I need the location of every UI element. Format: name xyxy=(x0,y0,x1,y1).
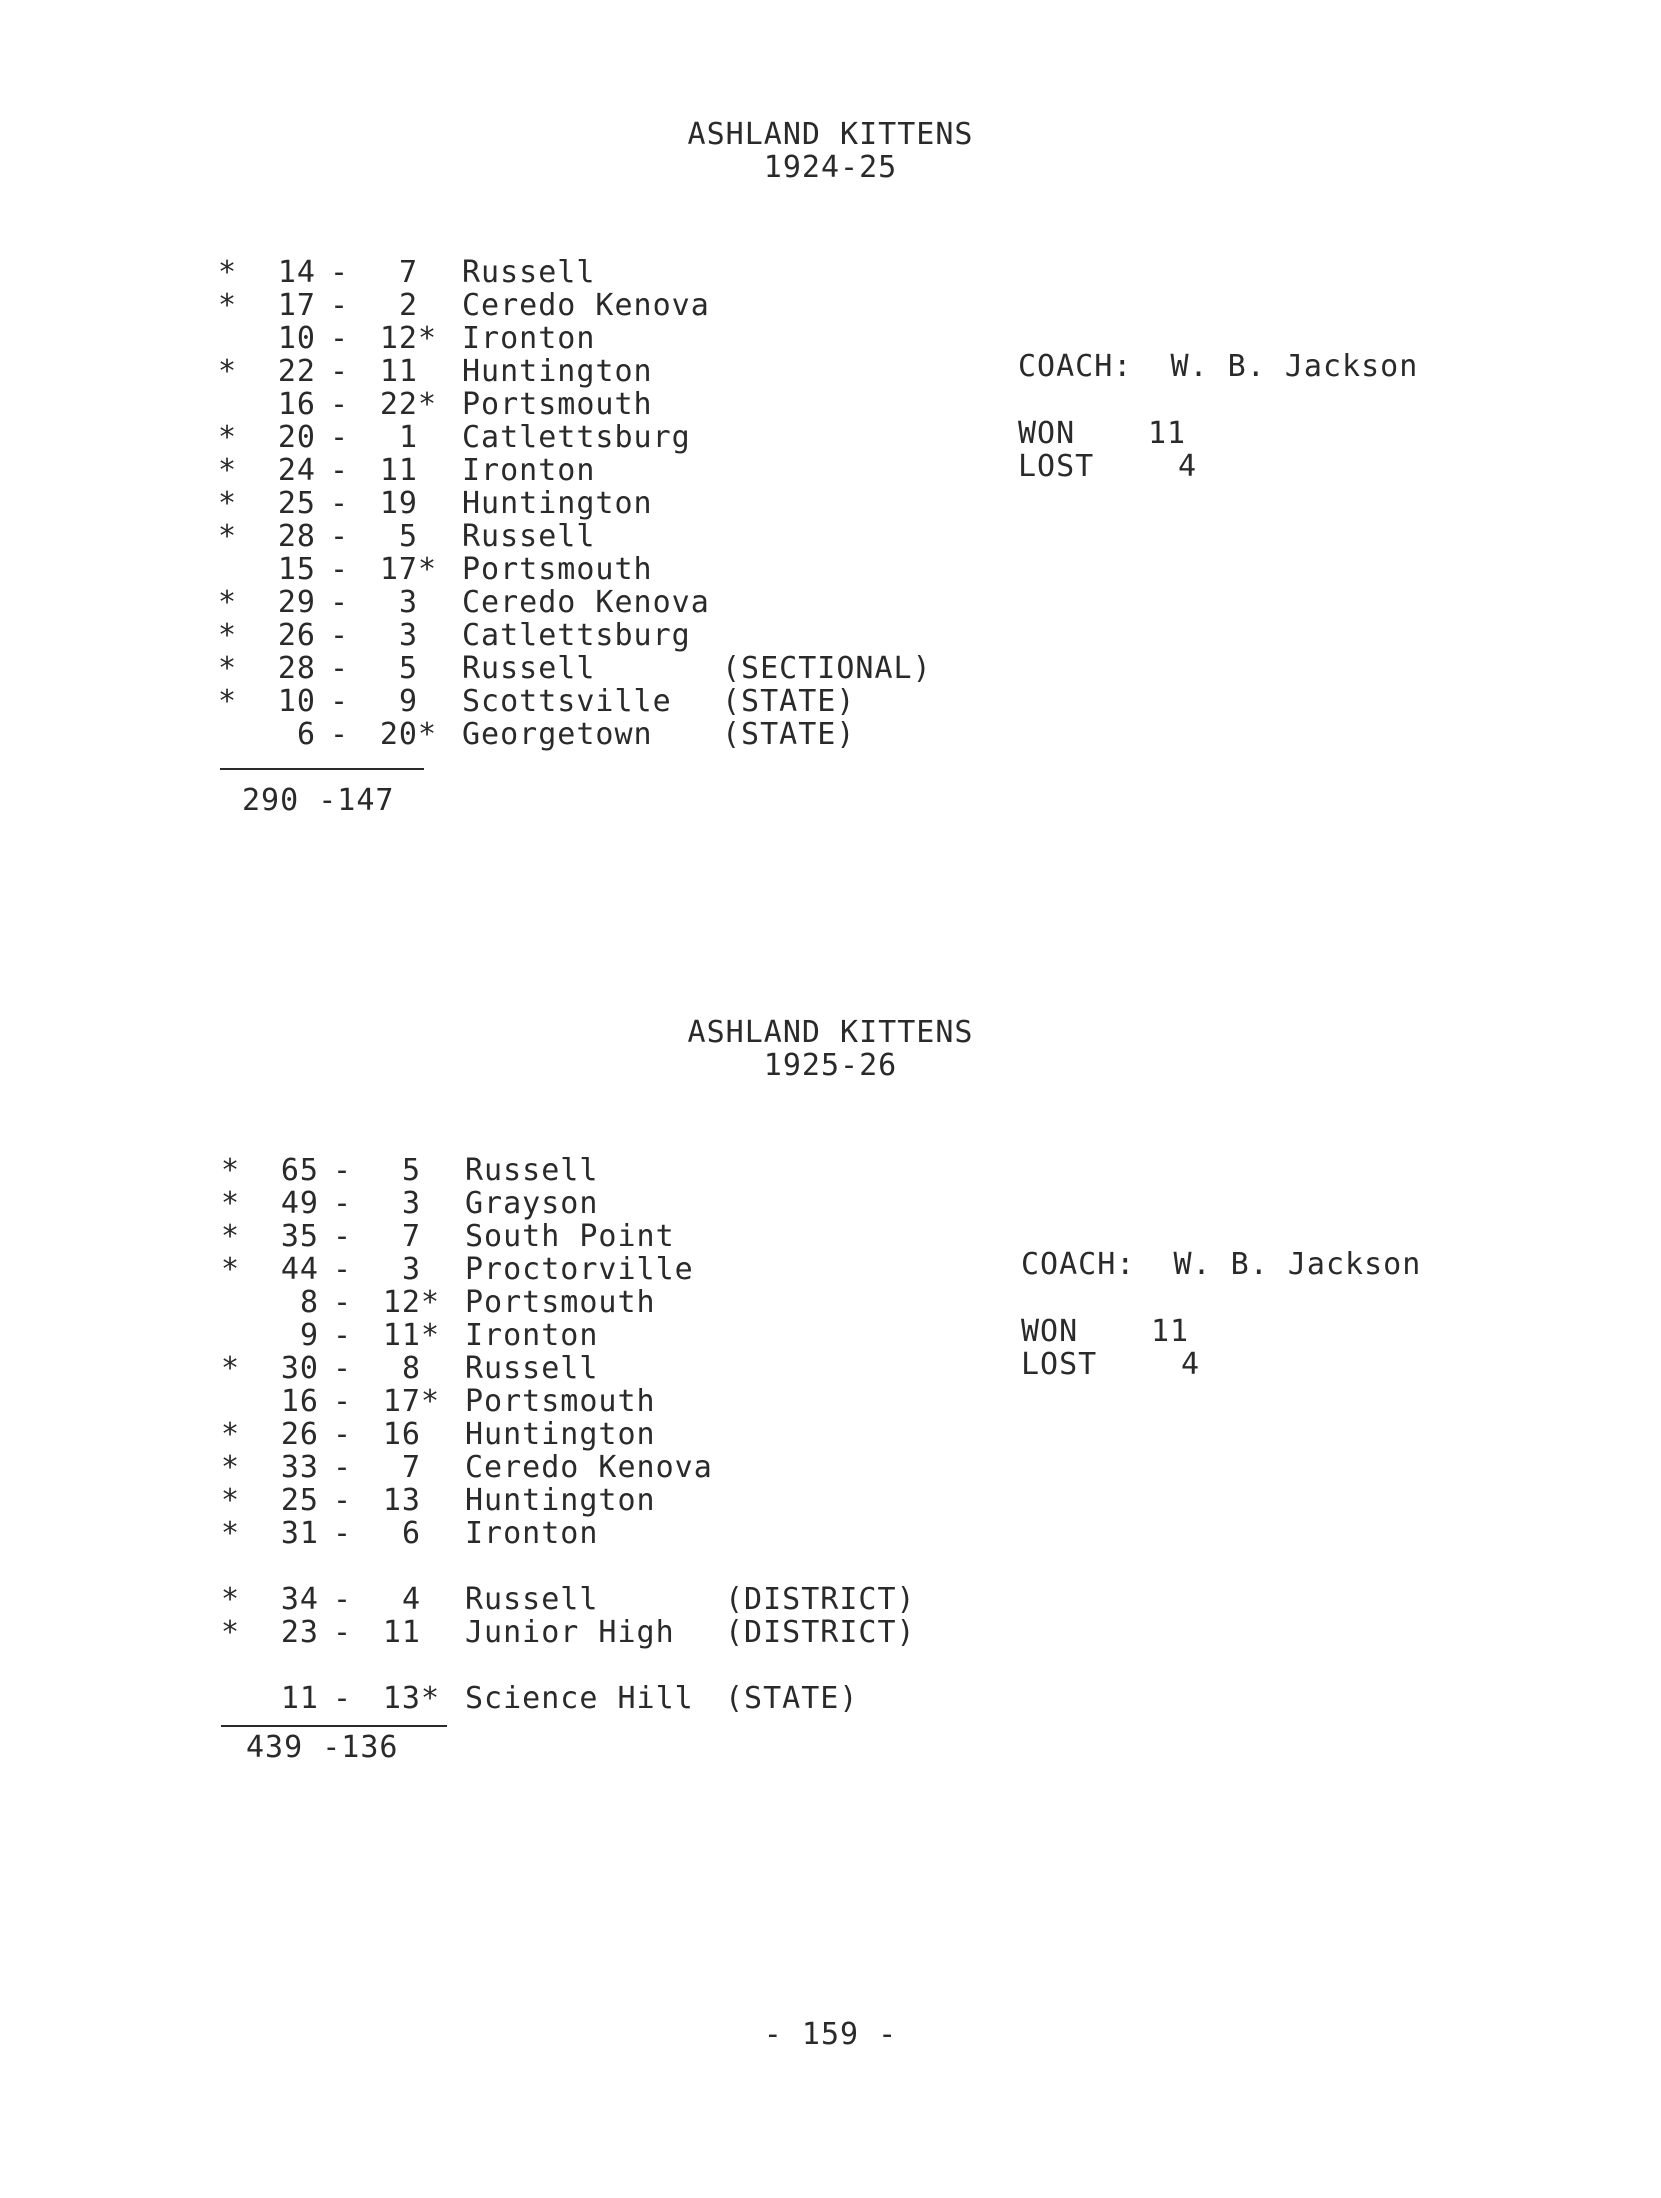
total-rule xyxy=(220,768,424,770)
opponent-score: 12 xyxy=(379,321,418,356)
lost-value: 4 xyxy=(1178,449,1198,484)
ashland-score: 20 xyxy=(277,420,316,455)
loss-marker: * xyxy=(418,552,438,587)
win-marker: * xyxy=(221,1483,241,1518)
season-title: ASHLAND KITTENS xyxy=(687,117,974,152)
win-marker: * xyxy=(221,1186,241,1221)
opponent-score: 20 xyxy=(379,717,418,752)
coach-label: COACH: xyxy=(1018,349,1133,384)
win-marker: * xyxy=(221,1252,241,1287)
win-marker: * xyxy=(218,585,238,620)
ashland-score: 17 xyxy=(277,288,316,323)
score-separator: - xyxy=(330,486,350,521)
ashland-score: 25 xyxy=(277,486,316,521)
coach-line xyxy=(1018,350,1418,383)
opponent-name: Huntington xyxy=(462,354,653,389)
score-separator: - xyxy=(330,585,350,620)
opponent-score: 9 xyxy=(398,684,418,719)
opponent-name: Russell xyxy=(462,651,596,686)
ashland-score: 35 xyxy=(280,1219,319,1254)
loss-marker: * xyxy=(421,1384,441,1419)
opponent-score: 11 xyxy=(382,1318,421,1353)
lost-label: LOST xyxy=(1018,449,1095,484)
score-separator: - xyxy=(330,651,350,686)
tournament-note: (DISTRICT) xyxy=(725,1582,916,1617)
opponent-name: Georgetown xyxy=(462,717,653,752)
win-marker: * xyxy=(221,1615,241,1650)
opponent-name: Russell xyxy=(465,1351,599,1386)
won-line xyxy=(1018,417,1186,450)
score-separator: - xyxy=(330,618,350,653)
opponent-score: 19 xyxy=(379,486,418,521)
opponent-score: 11 xyxy=(379,453,418,488)
opponent-score: 11 xyxy=(382,1615,421,1650)
score-separator: - xyxy=(330,519,350,554)
ashland-score: 10 xyxy=(277,684,316,719)
score-separator: - xyxy=(333,1615,353,1650)
ashland-score: 14 xyxy=(277,255,316,290)
score-separator: - xyxy=(333,1318,353,1353)
opponent-score: 7 xyxy=(401,1450,421,1485)
opponent-score: 7 xyxy=(401,1219,421,1254)
score-separator: - xyxy=(333,1186,353,1221)
opponent-score: 3 xyxy=(398,585,418,620)
tournament-note: (DISTRICT) xyxy=(725,1615,916,1650)
season-year: 1925-26 xyxy=(763,1048,898,1083)
won-label: WON xyxy=(1018,416,1076,451)
opponent-name: Catlettsburg xyxy=(462,618,691,653)
win-marker: * xyxy=(218,420,238,455)
score-separator: - xyxy=(333,1384,353,1419)
score-separator: - xyxy=(333,1252,353,1287)
won-value: 11 xyxy=(1148,416,1187,451)
win-marker: * xyxy=(218,519,238,554)
opponent-score: 11 xyxy=(379,354,418,389)
opponent-name: Portsmouth xyxy=(462,387,653,422)
opponent-name: Ironton xyxy=(462,453,596,488)
coach-label: COACH: xyxy=(1021,1247,1136,1282)
opponent-score: 7 xyxy=(398,255,418,290)
ashland-score: 11 xyxy=(280,1681,319,1716)
score-separator: - xyxy=(333,1483,353,1518)
opponent-score: 17 xyxy=(379,552,418,587)
win-marker: * xyxy=(221,1516,241,1551)
score-separator: - xyxy=(333,1450,353,1485)
lost-label: LOST xyxy=(1021,1347,1098,1382)
ashland-score: 10 xyxy=(277,321,316,356)
opponent-score: 5 xyxy=(398,519,418,554)
opponent-score: 3 xyxy=(401,1252,421,1287)
score-separator: - xyxy=(330,387,350,422)
season-total: 439 -136 xyxy=(246,1730,399,1765)
loss-marker: * xyxy=(418,387,438,422)
opponent-name: Catlettsburg xyxy=(462,420,691,455)
win-marker: * xyxy=(218,354,238,389)
win-marker: * xyxy=(221,1450,241,1485)
opponent-name: Proctorville xyxy=(465,1252,694,1287)
opponent-name: Huntington xyxy=(462,486,653,521)
loss-marker: * xyxy=(418,321,438,356)
win-marker: * xyxy=(221,1219,241,1254)
ashland-score: 8 xyxy=(299,1285,319,1320)
win-marker: * xyxy=(218,651,238,686)
season-year: 1924-25 xyxy=(763,150,898,185)
lost-line xyxy=(1018,450,1197,483)
ashland-score: 44 xyxy=(280,1252,319,1287)
score-separator: - xyxy=(333,1417,353,1452)
ashland-score: 9 xyxy=(299,1318,319,1353)
score-separator: - xyxy=(330,255,350,290)
opponent-name: Ceredo Kenova xyxy=(465,1450,713,1485)
won-value: 11 xyxy=(1151,1314,1190,1349)
opponent-score: 22 xyxy=(379,387,418,422)
ashland-score: 25 xyxy=(280,1483,319,1518)
opponent-score: 2 xyxy=(398,288,418,323)
ashland-score: 49 xyxy=(280,1186,319,1221)
total-rule xyxy=(221,1725,447,1727)
score-separator: - xyxy=(333,1516,353,1551)
score-separator: - xyxy=(333,1351,353,1386)
opponent-score: 6 xyxy=(401,1516,421,1551)
ashland-score: 16 xyxy=(280,1384,319,1419)
opponent-name: Science Hill xyxy=(465,1681,694,1716)
won-line xyxy=(1021,1315,1189,1348)
opponent-name: Junior High xyxy=(465,1615,675,1650)
opponent-score: 13 xyxy=(382,1483,421,1518)
ashland-score: 31 xyxy=(280,1516,319,1551)
ashland-score: 28 xyxy=(277,651,316,686)
opponent-name: Ceredo Kenova xyxy=(462,288,710,323)
opponent-name: Ironton xyxy=(465,1318,599,1353)
loss-marker: * xyxy=(421,1285,441,1320)
opponent-score: 3 xyxy=(398,618,418,653)
opponent-name: Ironton xyxy=(462,321,596,356)
opponent-score: 5 xyxy=(401,1153,421,1188)
ashland-score: 24 xyxy=(277,453,316,488)
opponent-name: Ironton xyxy=(465,1516,599,1551)
win-marker: * xyxy=(218,255,238,290)
opponent-score: 5 xyxy=(398,651,418,686)
opponent-name: Grayson xyxy=(465,1186,599,1221)
ashland-score: 33 xyxy=(280,1450,319,1485)
ashland-score: 28 xyxy=(277,519,316,554)
score-separator: - xyxy=(330,288,350,323)
ashland-score: 65 xyxy=(280,1153,319,1188)
score-separator: - xyxy=(333,1153,353,1188)
win-marker: * xyxy=(221,1351,241,1386)
opponent-name: Russell xyxy=(462,519,596,554)
opponent-score: 16 xyxy=(382,1417,421,1452)
opponent-name: Scottsville xyxy=(462,684,672,719)
ashland-score: 15 xyxy=(277,552,316,587)
loss-marker: * xyxy=(421,1318,441,1353)
score-separator: - xyxy=(330,552,350,587)
coach-name: W. B. Jackson xyxy=(1170,349,1419,384)
ashland-score: 34 xyxy=(280,1582,319,1617)
win-marker: * xyxy=(218,453,238,488)
score-separator: - xyxy=(333,1681,353,1716)
score-separator: - xyxy=(333,1219,353,1254)
opponent-score: 3 xyxy=(401,1186,421,1221)
ashland-score: 16 xyxy=(277,387,316,422)
lost-line xyxy=(1021,1348,1200,1381)
opponent-name: Russell xyxy=(465,1153,599,1188)
tournament-note: (STATE) xyxy=(725,1681,859,1716)
score-separator: - xyxy=(330,717,350,752)
score-separator: - xyxy=(330,321,350,356)
score-separator: - xyxy=(330,453,350,488)
ashland-score: 22 xyxy=(277,354,316,389)
opponent-name: Ceredo Kenova xyxy=(462,585,710,620)
lost-value: 4 xyxy=(1181,1347,1201,1382)
won-label: WON xyxy=(1021,1314,1079,1349)
opponent-name: Portsmouth xyxy=(462,552,653,587)
opponent-name: Huntington xyxy=(465,1483,656,1518)
score-separator: - xyxy=(333,1582,353,1617)
win-marker: * xyxy=(221,1582,241,1617)
ashland-score: 26 xyxy=(277,618,316,653)
coach-line xyxy=(1021,1248,1421,1281)
coach-name: W. B. Jackson xyxy=(1173,1247,1422,1282)
win-marker: * xyxy=(221,1153,241,1188)
opponent-score: 17 xyxy=(382,1384,421,1419)
opponent-score: 1 xyxy=(398,420,418,455)
opponent-score: 4 xyxy=(401,1582,421,1617)
opponent-name: Russell xyxy=(465,1582,599,1617)
tournament-note: (STATE) xyxy=(722,684,856,719)
win-marker: * xyxy=(218,486,238,521)
win-marker: * xyxy=(221,1417,241,1452)
score-separator: - xyxy=(330,684,350,719)
opponent-score: 8 xyxy=(401,1351,421,1386)
opponent-name: Russell xyxy=(462,255,596,290)
ashland-score: 6 xyxy=(296,717,316,752)
tournament-note: (SECTIONAL) xyxy=(722,651,932,686)
season-total: 290 -147 xyxy=(242,783,395,818)
win-marker: * xyxy=(218,288,238,323)
ashland-score: 30 xyxy=(280,1351,319,1386)
ashland-score: 26 xyxy=(280,1417,319,1452)
opponent-name: Huntington xyxy=(465,1417,656,1452)
opponent-name: Portsmouth xyxy=(465,1384,656,1419)
tournament-note: (STATE) xyxy=(722,717,856,752)
ashland-score: 29 xyxy=(277,585,316,620)
score-separator: - xyxy=(333,1285,353,1320)
win-marker: * xyxy=(218,618,238,653)
ashland-score: 23 xyxy=(280,1615,319,1650)
page-number: - 159 - xyxy=(763,2017,898,2052)
opponent-score: 12 xyxy=(382,1285,421,1320)
opponent-name: Portsmouth xyxy=(465,1285,656,1320)
loss-marker: * xyxy=(421,1681,441,1716)
win-marker: * xyxy=(218,684,238,719)
opponent-name: South Point xyxy=(465,1219,675,1254)
season-title: ASHLAND KITTENS xyxy=(687,1015,974,1050)
score-separator: - xyxy=(330,420,350,455)
opponent-score: 13 xyxy=(382,1681,421,1716)
loss-marker: * xyxy=(418,717,438,752)
score-separator: - xyxy=(330,354,350,389)
